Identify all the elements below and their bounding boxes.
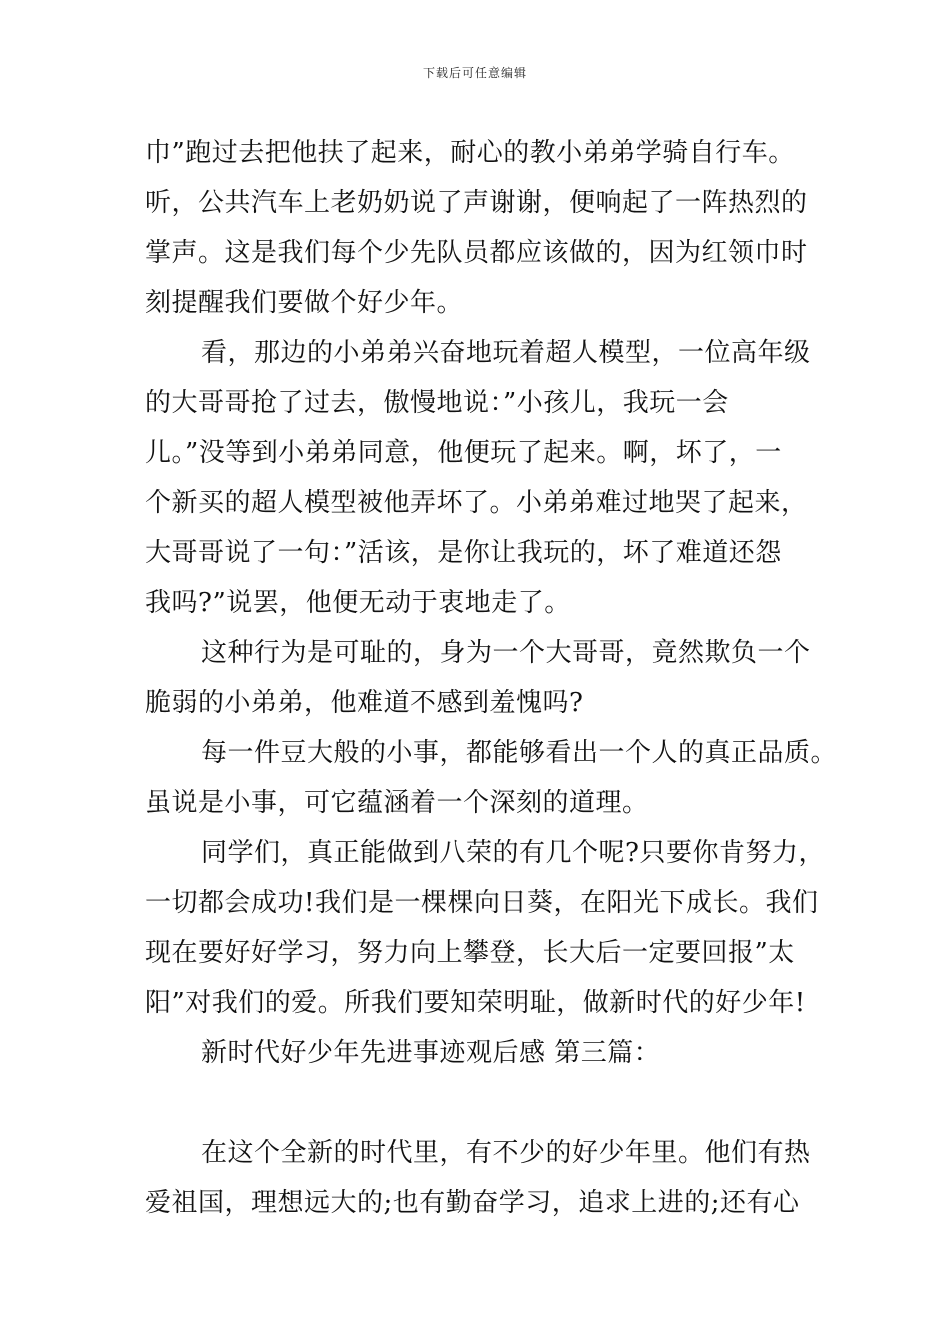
text-line: 爱祖国，理想远大的;也有勤奋学习，追求上进的;还有心 [145, 1188, 800, 1218]
text-line: 听，公共汽车上老奶奶说了声谢谢，便响起了一阵热烈的 [145, 188, 808, 218]
text-line: 一切都会成功!我们是一棵棵向日葵，在阳光下成长。我们 [145, 888, 819, 918]
text-line: 巾”跑过去把他扶了起来，耐心的教小弟弟学骑自行车。 [145, 138, 795, 168]
text-line: 个新买的超人模型被他弄坏了。小弟弟难过地哭了起来， [145, 488, 808, 518]
paragraph-first-line: 在这个全新的时代里，有不少的好少年里。他们有热 [201, 1138, 811, 1168]
text-line: 大哥哥说了一句：”活该，是你让我玩的，坏了难道还怨 [145, 538, 782, 568]
document-body [145, 128, 838, 1228]
text-line: 掌声。这是我们每个少先队员都应该做的，因为红领巾时 [145, 238, 808, 268]
paragraph-first-line: 这种行为是可耻的，身为一个大哥哥，竟然欺负一个 [201, 638, 811, 668]
paragraph-first-line: 同学们，真正能做到八荣的有几个呢?只要你肯努力， [201, 838, 825, 868]
page-header: 下载后可任意编辑 [422, 66, 527, 80]
text-line: 阳”对我们的爱。所我们要知荣明耻，做新时代的好少年! [145, 988, 806, 1018]
text-line: 我吗?”说罢，他便无动于衷地走了。 [145, 588, 571, 618]
text-line: 的大哥哥抢了过去，傲慢地说：”小孩儿，我玩一会 [145, 388, 729, 418]
section-heading: 新时代好少年先进事迹观后感 第三篇： [201, 1038, 661, 1068]
paragraph-first-line: 看，那边的小弟弟兴奋地玩着超人模型，一位高年级 [201, 338, 811, 368]
text-line: 儿。”没等到小弟弟同意，他便玩了起来。啊，坏了，一 [145, 438, 782, 468]
text-line: 刻提醒我们要做个好少年。 [145, 288, 464, 318]
paragraph-first-line: 每一件豆大般的小事，都能够看出一个人的真正品质。 [201, 738, 838, 768]
text-line: 现在要好好学习，努力向上攀登，长大后一定要回报”太 [145, 938, 795, 968]
text-line: 脆弱的小弟弟，他难道不感到羞愧吗? [145, 688, 584, 718]
text-line: 虽说是小事，可它蕴涵着一个深刻的道理。 [145, 788, 649, 818]
blank-line [145, 1078, 825, 1128]
